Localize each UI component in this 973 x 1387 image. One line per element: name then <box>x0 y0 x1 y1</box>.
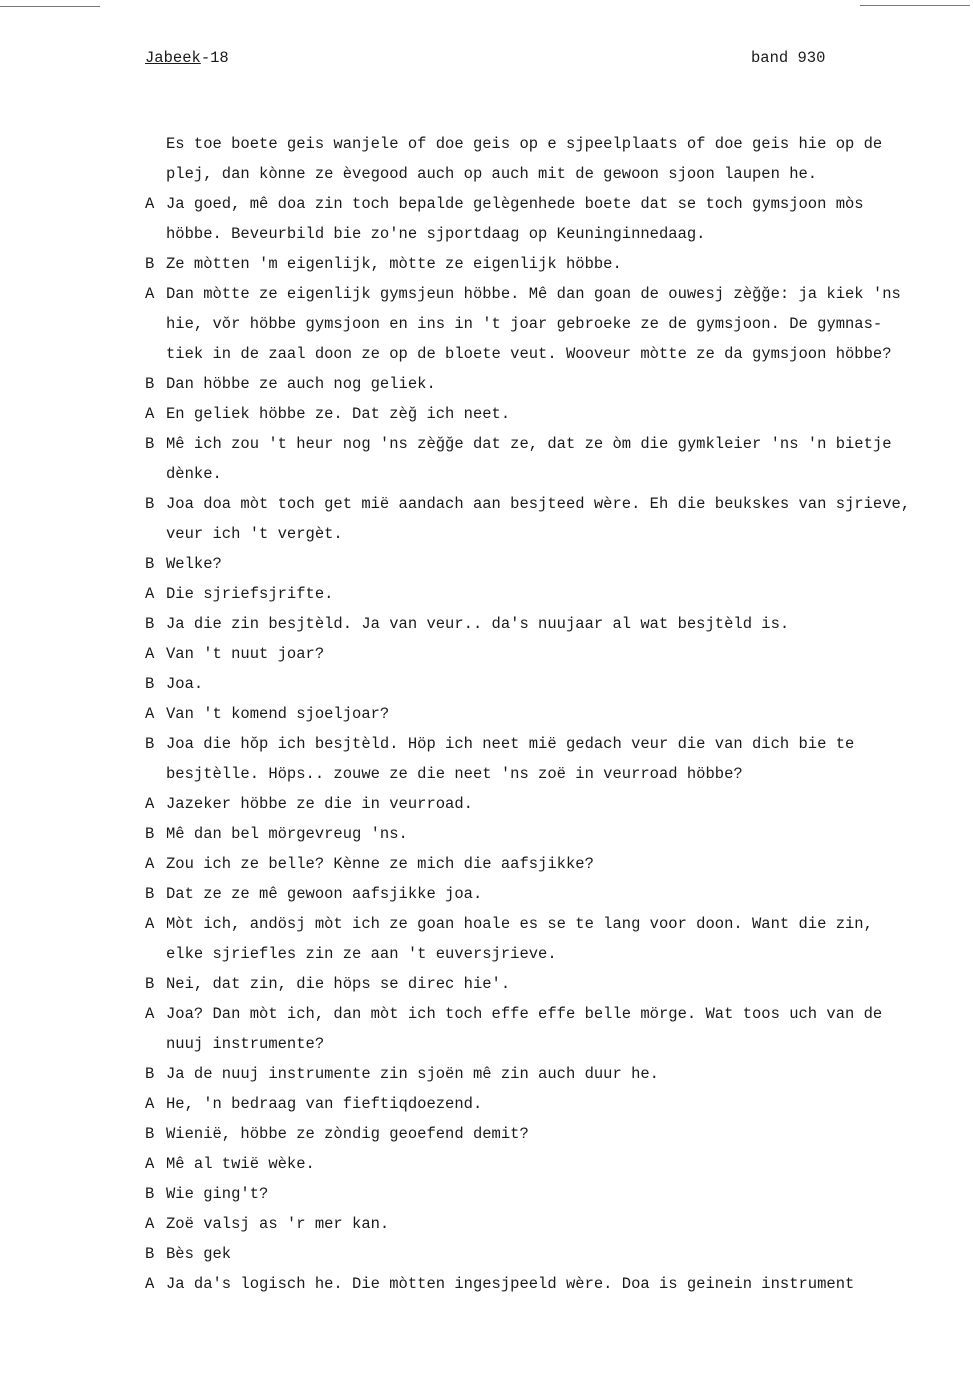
speaker-label: A <box>145 585 155 603</box>
utterance-line: Joa. <box>166 675 204 693</box>
speaker-label: A <box>145 285 155 303</box>
speaker-label: A <box>145 1095 155 1113</box>
utterance-line: Joa die hŏp ich besjtèld. Höp ich neet mië gedach veur die van dich bie te <box>166 735 855 753</box>
utterance <box>145 969 971 999</box>
utterance-text <box>166 1179 268 1209</box>
scan-mark-top-right <box>860 5 970 6</box>
speaker-label: B <box>145 885 155 903</box>
utterance-line: Van 't komend sjoeljoar? <box>166 705 390 723</box>
speaker-label: B <box>145 975 155 993</box>
utterance-text <box>166 729 854 789</box>
utterance-line: Wienië, höbbe ze zòndig geoefend demit? <box>166 1125 529 1143</box>
utterance <box>145 1209 971 1239</box>
utterance-text <box>166 369 436 399</box>
utterance <box>145 1269 971 1299</box>
utterance-line: Mê al twië wèke. <box>166 1155 315 1173</box>
utterance-line: veur ich 't vergèt. <box>166 525 343 543</box>
utterance-text <box>166 669 203 699</box>
utterance <box>145 279 971 369</box>
utterance <box>145 579 971 609</box>
utterance <box>145 189 971 249</box>
speaker-label: A <box>145 405 155 423</box>
speaker-label: A <box>145 795 155 813</box>
utterance-line: Van 't nuut joar? <box>166 645 325 663</box>
utterance-text <box>166 549 222 579</box>
utterance-text <box>166 1149 315 1179</box>
utterance-line: dènke. <box>166 465 222 483</box>
utterance <box>145 1059 971 1089</box>
utterance <box>145 699 971 729</box>
utterance <box>145 1239 971 1269</box>
utterance-line: Ja de nuuj instrumente zin sjoën mê zin auch duur he. <box>166 1065 659 1083</box>
speaker-label: A <box>145 645 155 663</box>
utterance <box>145 729 971 789</box>
utterance <box>145 1119 971 1149</box>
utterance-line: Dan mòtte ze eigenlijk gymsjeun höbbe. Mê dan goan de ouwesj zèğğe: ja kiek 'ns <box>166 285 901 303</box>
utterance-line: hie, vŏr höbbe gymsjoon en ins in 't joar gebroeke ze de gymsjoon. De gymnas- <box>166 315 883 333</box>
utterance-line: tiek in de zaal doon ze op de bloete veut. Wooveur mòtte ze da gymsjoon höbbe? <box>166 345 892 363</box>
utterance <box>145 549 971 579</box>
utterance-text <box>166 129 882 189</box>
utterance <box>145 249 971 279</box>
speaker-label: A <box>145 705 155 723</box>
utterance-text <box>166 609 789 639</box>
speaker-label: A <box>145 195 155 213</box>
utterance-text <box>166 819 408 849</box>
speaker-label: B <box>145 1185 155 1203</box>
utterance-line: Ze mòtten 'm eigenlijk, mòtte ze eigenlijk höbbe. <box>166 255 622 273</box>
speaker-label: B <box>145 555 155 573</box>
utterance <box>145 909 971 969</box>
utterance <box>145 369 971 399</box>
utterance-line: Dat ze ze mê gewoon aafsjikke joa. <box>166 885 483 903</box>
speaker-label: B <box>145 255 155 273</box>
utterance-line: Ja da's logisch he. Die mòtten ingesjpeeld wère. Doa is geinein instrument <box>166 1275 855 1293</box>
utterance-text <box>166 1059 659 1089</box>
speaker-label: B <box>145 825 155 843</box>
utterance-line: nuuj instrumente? <box>166 1035 325 1053</box>
page-header-title <box>145 48 229 68</box>
utterance <box>145 1179 971 1209</box>
speaker-label: A <box>145 1215 155 1233</box>
speaker-label: B <box>145 735 155 753</box>
utterance-line: Joa? Dan mòt ich, dan mòt ich toch effe effe belle mörge. Wat toos uch van de <box>166 1005 883 1023</box>
speaker-label: B <box>145 375 155 393</box>
utterance-text <box>166 969 510 999</box>
utterance <box>145 879 971 909</box>
header-number: -18 <box>200 49 229 67</box>
utterance-line: Wie ging't? <box>166 1185 269 1203</box>
utterance-text <box>166 579 333 609</box>
utterance <box>145 999 971 1059</box>
utterance <box>145 1149 971 1179</box>
utterance-text <box>166 1239 231 1269</box>
utterance-line: Es toe boete geis wanjele of doe geis op e sjpeelplaats of doe geis hie op de <box>166 135 883 153</box>
speaker-label: B <box>145 675 155 693</box>
utterance-line: Nei, dat zin, die höps se direc hie'. <box>166 975 511 993</box>
utterance-line: Mê dan bel mörgevreug 'ns. <box>166 825 408 843</box>
utterance-text <box>166 849 594 879</box>
speaker-label: A <box>145 915 155 933</box>
scan-mark-top-left <box>0 6 100 7</box>
speaker-label: A <box>145 1275 155 1293</box>
speaker-label <box>145 129 166 189</box>
speaker-label: A <box>145 1155 155 1173</box>
utterance-text <box>166 279 901 369</box>
utterance-text <box>166 1269 854 1299</box>
speaker-label: B <box>145 1245 155 1263</box>
utterance-text <box>166 909 873 969</box>
utterance <box>145 669 971 699</box>
speaker-label: A <box>145 855 155 873</box>
speaker-label: B <box>145 495 155 513</box>
utterance-text <box>166 1119 529 1149</box>
utterance-line: Mê ich zou 't heur nog 'ns zèğğe dat ze, dat ze òm die gymkleier 'ns 'n bietje <box>166 435 892 453</box>
utterance <box>145 489 971 549</box>
utterance-line: Zou ich ze belle? Kènne ze mich die aafsjikke? <box>166 855 594 873</box>
utterance-line: He, 'n bedraag van fieftiqdoezend. <box>166 1095 483 1113</box>
transcript-body <box>145 129 971 1299</box>
utterance <box>145 849 971 879</box>
utterance-text <box>166 699 389 729</box>
speaker-label: B <box>145 615 155 633</box>
utterance-text <box>166 999 882 1059</box>
utterance-line: Joa doa mòt toch get mië aandach aan besjteed wère. Eh die beukskes van sjrieve, <box>166 495 911 513</box>
utterance-line: Welke? <box>166 555 222 573</box>
speaker-label: B <box>145 435 155 453</box>
utterance-line: höbbe. Beveurbild bie zo'ne sjportdaag op Keuninginnedaag. <box>166 225 706 243</box>
utterance <box>145 429 971 489</box>
utterance-line: plej, dan kònne ze èvegood auch op auch mit de gewoon sjoon laupen he. <box>166 165 818 183</box>
utterance <box>145 1089 971 1119</box>
utterance <box>145 819 971 849</box>
utterance-text <box>166 429 892 489</box>
utterance-text <box>166 1209 389 1239</box>
utterance-line: Ja die zin besjtèld. Ja van veur.. da's nuujaar al wat besjtèld is. <box>166 615 790 633</box>
utterance <box>145 609 971 639</box>
utterance-line: besjtèlle. Höps.. zouwe ze die neet 'ns zoë in veurroad höbbe? <box>166 765 743 783</box>
speaker-label: B <box>145 1065 155 1083</box>
utterance-text <box>166 249 622 279</box>
utterance-line: Die sjriefsjrifte. <box>166 585 334 603</box>
utterance-text <box>166 639 324 669</box>
utterance-line: Mòt ich, andösj mòt ich ze goan hoale es se te lang voor doon. Want die zin, <box>166 915 873 933</box>
speaker-label: A <box>145 1005 155 1023</box>
utterance-text <box>166 399 510 429</box>
utterance-text <box>166 789 473 819</box>
speaker-label: B <box>145 1125 155 1143</box>
page-header-band: band 930 <box>751 49 826 67</box>
utterance-line: elke sjriefles zin ze aan 't euversjrieve. <box>166 945 557 963</box>
utterance-line: Ja goed, mê doa zin toch bepalde gelègenhede boete dat se toch gymsjoon mòs <box>166 195 864 213</box>
utterance <box>145 789 971 819</box>
utterance-text <box>166 879 482 909</box>
utterance-line: Bès gek <box>166 1245 232 1263</box>
utterance-line: Jazeker höbbe ze die in veurroad. <box>166 795 473 813</box>
utterance-line: En geliek höbbe ze. Dat zèğ ich neet. <box>166 405 511 423</box>
utterance-text <box>166 489 910 549</box>
utterance <box>145 129 971 189</box>
utterance-text <box>166 189 864 249</box>
header-location: Jabeek <box>145 49 201 67</box>
utterance <box>145 639 971 669</box>
utterance-line: Zoë valsj as 'r mer kan. <box>166 1215 390 1233</box>
utterance-line: Dan höbbe ze auch nog geliek. <box>166 375 436 393</box>
utterance-text <box>166 1089 482 1119</box>
utterance <box>145 399 971 429</box>
